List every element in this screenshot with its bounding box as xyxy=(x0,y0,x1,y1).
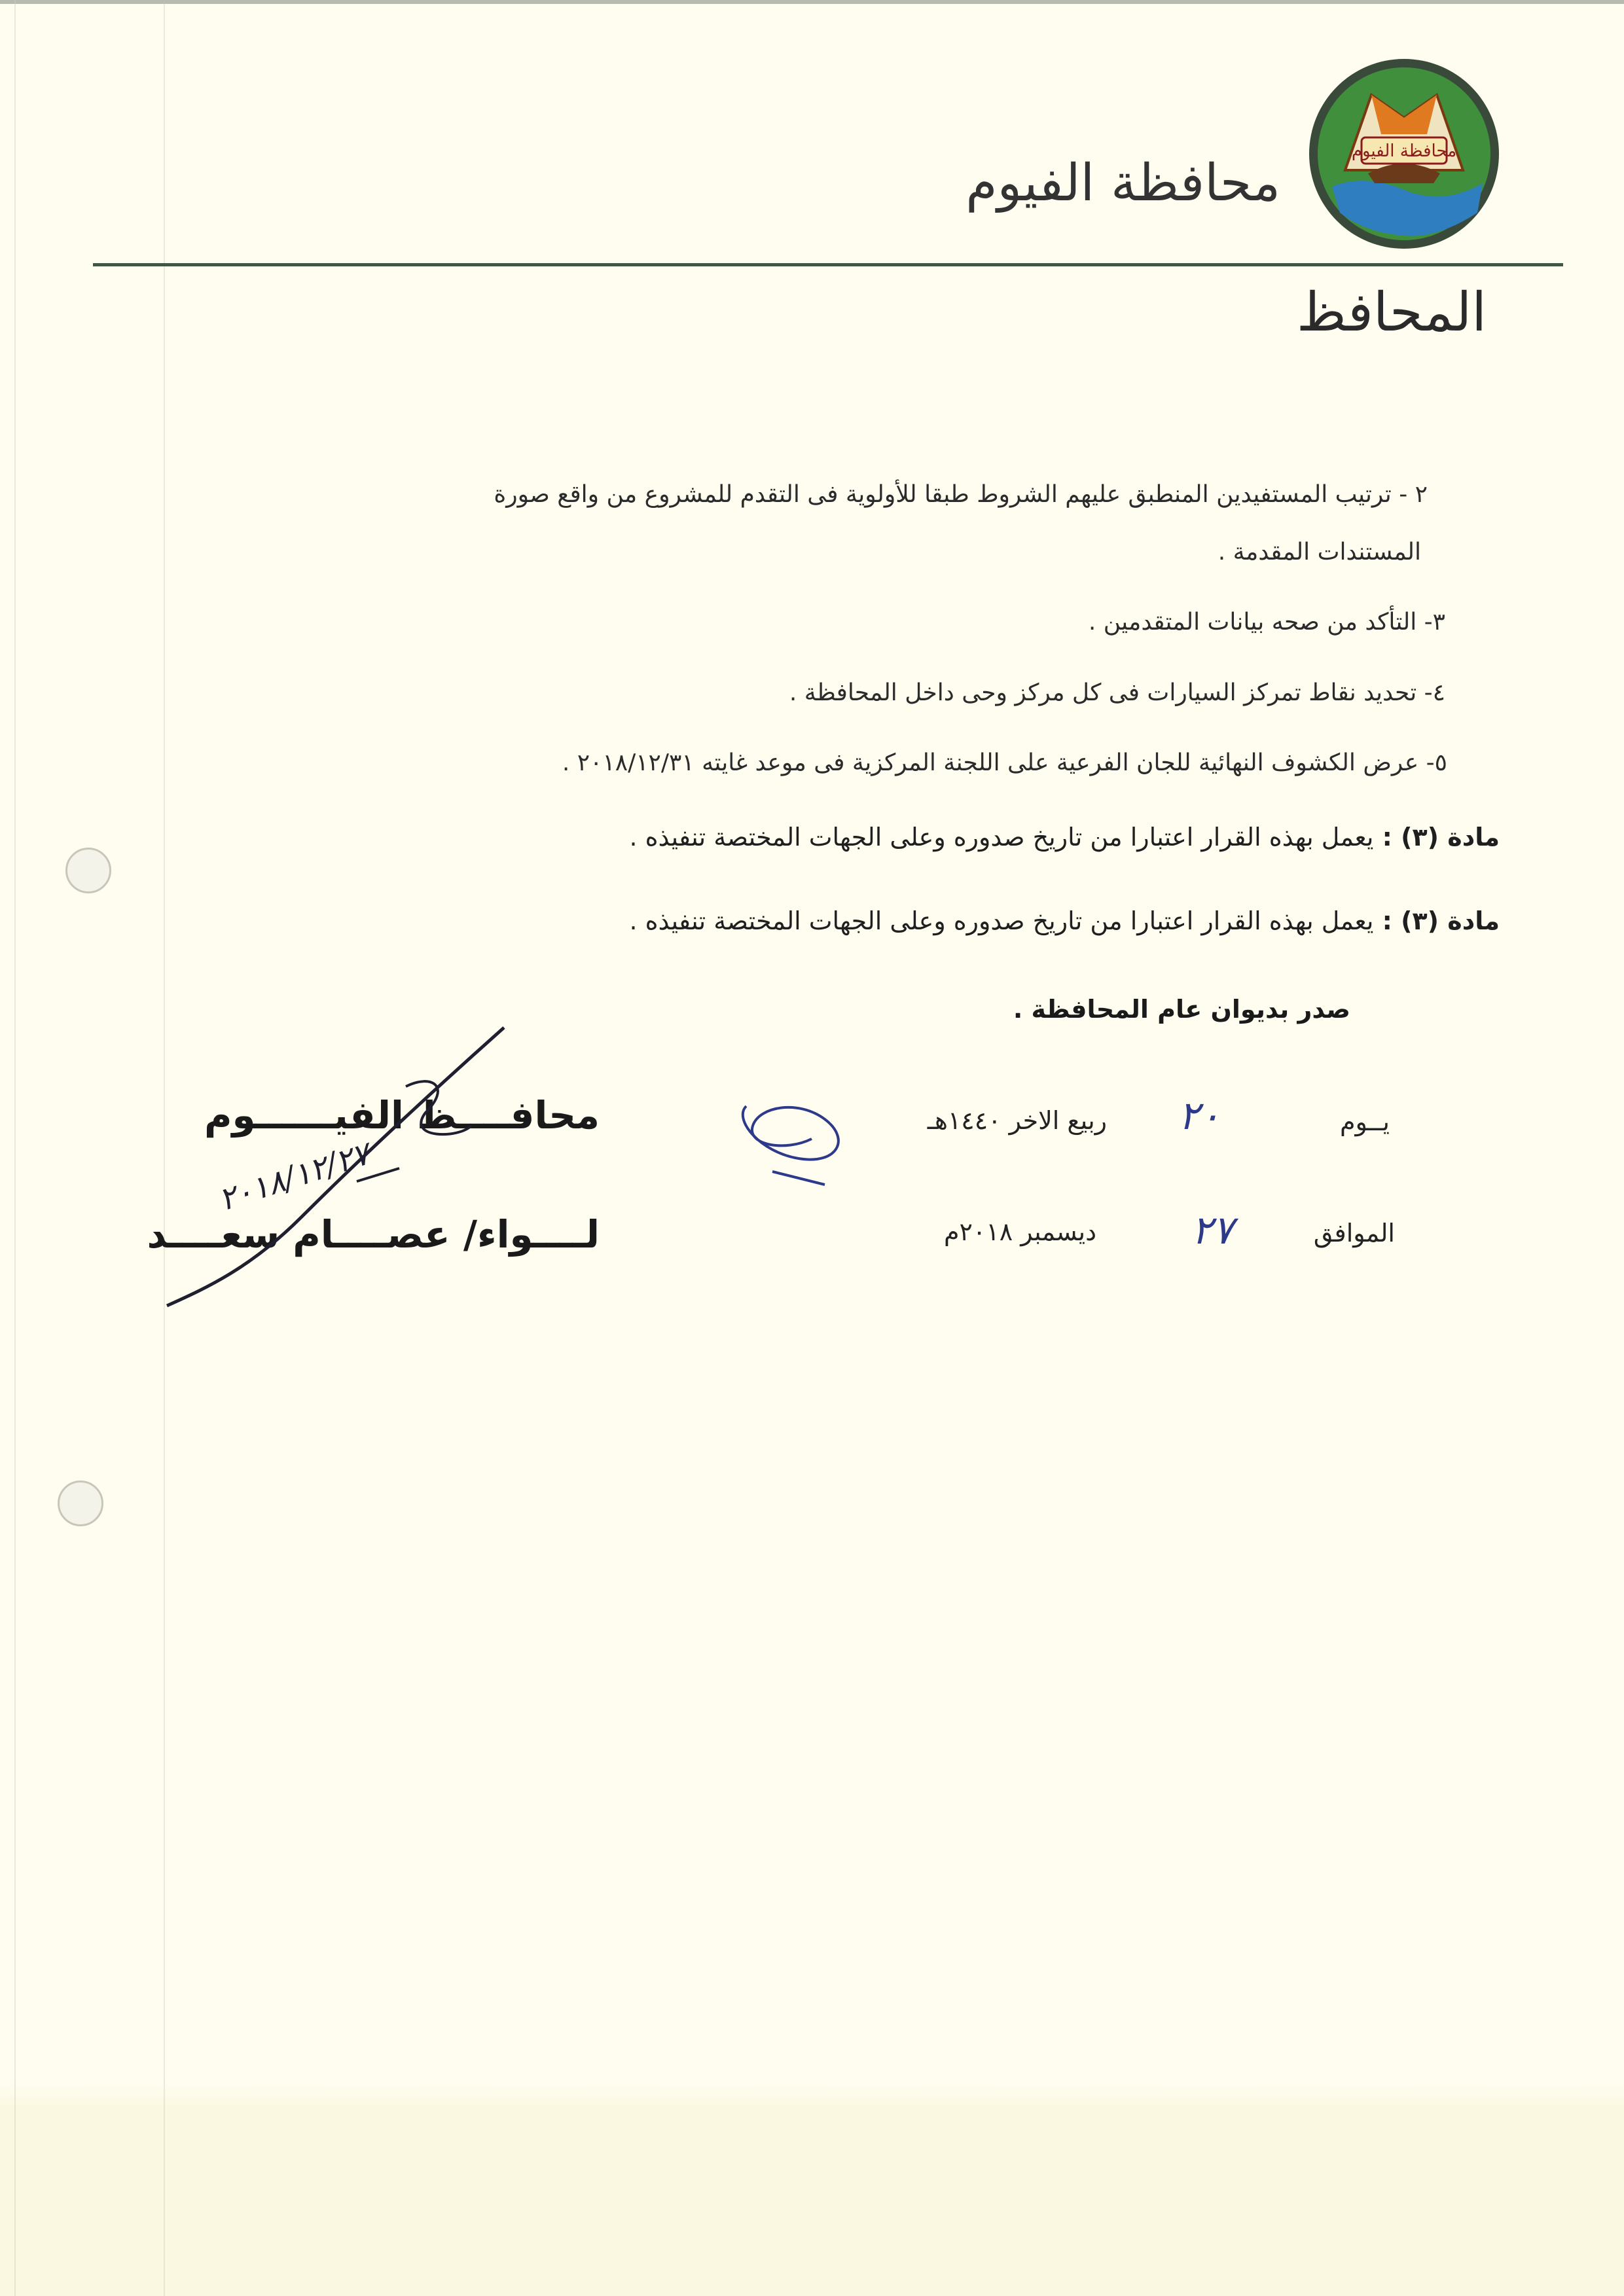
punch-hole-top xyxy=(65,848,111,893)
scan-top-edge xyxy=(0,0,1624,4)
article-3-first xyxy=(629,823,1500,852)
office-title: المحافظ xyxy=(1296,281,1487,344)
governorate-emblem xyxy=(1306,56,1502,252)
item-2-line-1: ٢ - ترتيب المستفيدين المنطبق عليهم الشروط طبقا للأولوية فى التقدم للمشروع من واقع صورة xyxy=(494,481,1428,508)
signatory-name: لــــواء/ عصــــام سعــــد xyxy=(147,1212,600,1257)
handwritten-sign-date: ٢٠١٨/١٢/٢٧ xyxy=(214,1135,374,1219)
article-label: مادة (٣) : xyxy=(1382,823,1500,852)
handwritten-greg-day: ٢٧ xyxy=(1191,1208,1234,1253)
item-4: ٤- تحديد نقاط تمركز السيارات فى كل مركز وحى داخل المحافظة . xyxy=(789,679,1445,706)
article-label: مادة (٣) : xyxy=(1382,906,1500,935)
article-3-second xyxy=(629,906,1500,935)
signatory-title: محافــــظ الفيــــــوم xyxy=(204,1093,600,1138)
margin-line xyxy=(14,0,16,2296)
day-label: يــوم xyxy=(1340,1107,1390,1136)
header-rule xyxy=(93,263,1563,266)
fold-line xyxy=(164,0,165,2296)
punch-hole-bottom xyxy=(58,1480,103,1526)
authority-title: محافظة الفيوم xyxy=(965,154,1280,213)
initials-mark xyxy=(743,1106,839,1185)
item-2-line-2: المستندات المقدمة . xyxy=(1218,539,1421,565)
issued-at: صدر بديوان عام المحافظة . xyxy=(1013,995,1350,1024)
hijri-date: ربيع الاخر ١٤٤٠هـ xyxy=(927,1106,1107,1135)
article-text: يعمل بهذه القرار اعتبارا من تاريخ صدوره وعلى الجهات المختصة تنفيذه . xyxy=(629,906,1374,935)
article-text: يعمل بهذه القرار اعتبارا من تاريخ صدوره وعلى الجهات المختصة تنفيذه . xyxy=(629,823,1374,852)
gregorian-date: ديسمبر ٢٠١٨م xyxy=(943,1217,1096,1246)
agreed-label: الموافق xyxy=(1313,1219,1395,1247)
handwritten-day: ٢٠ xyxy=(1178,1093,1221,1139)
emblem-text: محافظة الفيوم xyxy=(1351,141,1457,161)
item-5: ٥- عرض الكشوف النهائية للجان الفرعية على اللجنة المركزية فى موعد غايته ٢٠١٨/١٢/٣١ . xyxy=(562,749,1447,776)
item-3: ٣- التأكد من صحه بيانات المتقدمين . xyxy=(1088,609,1445,636)
